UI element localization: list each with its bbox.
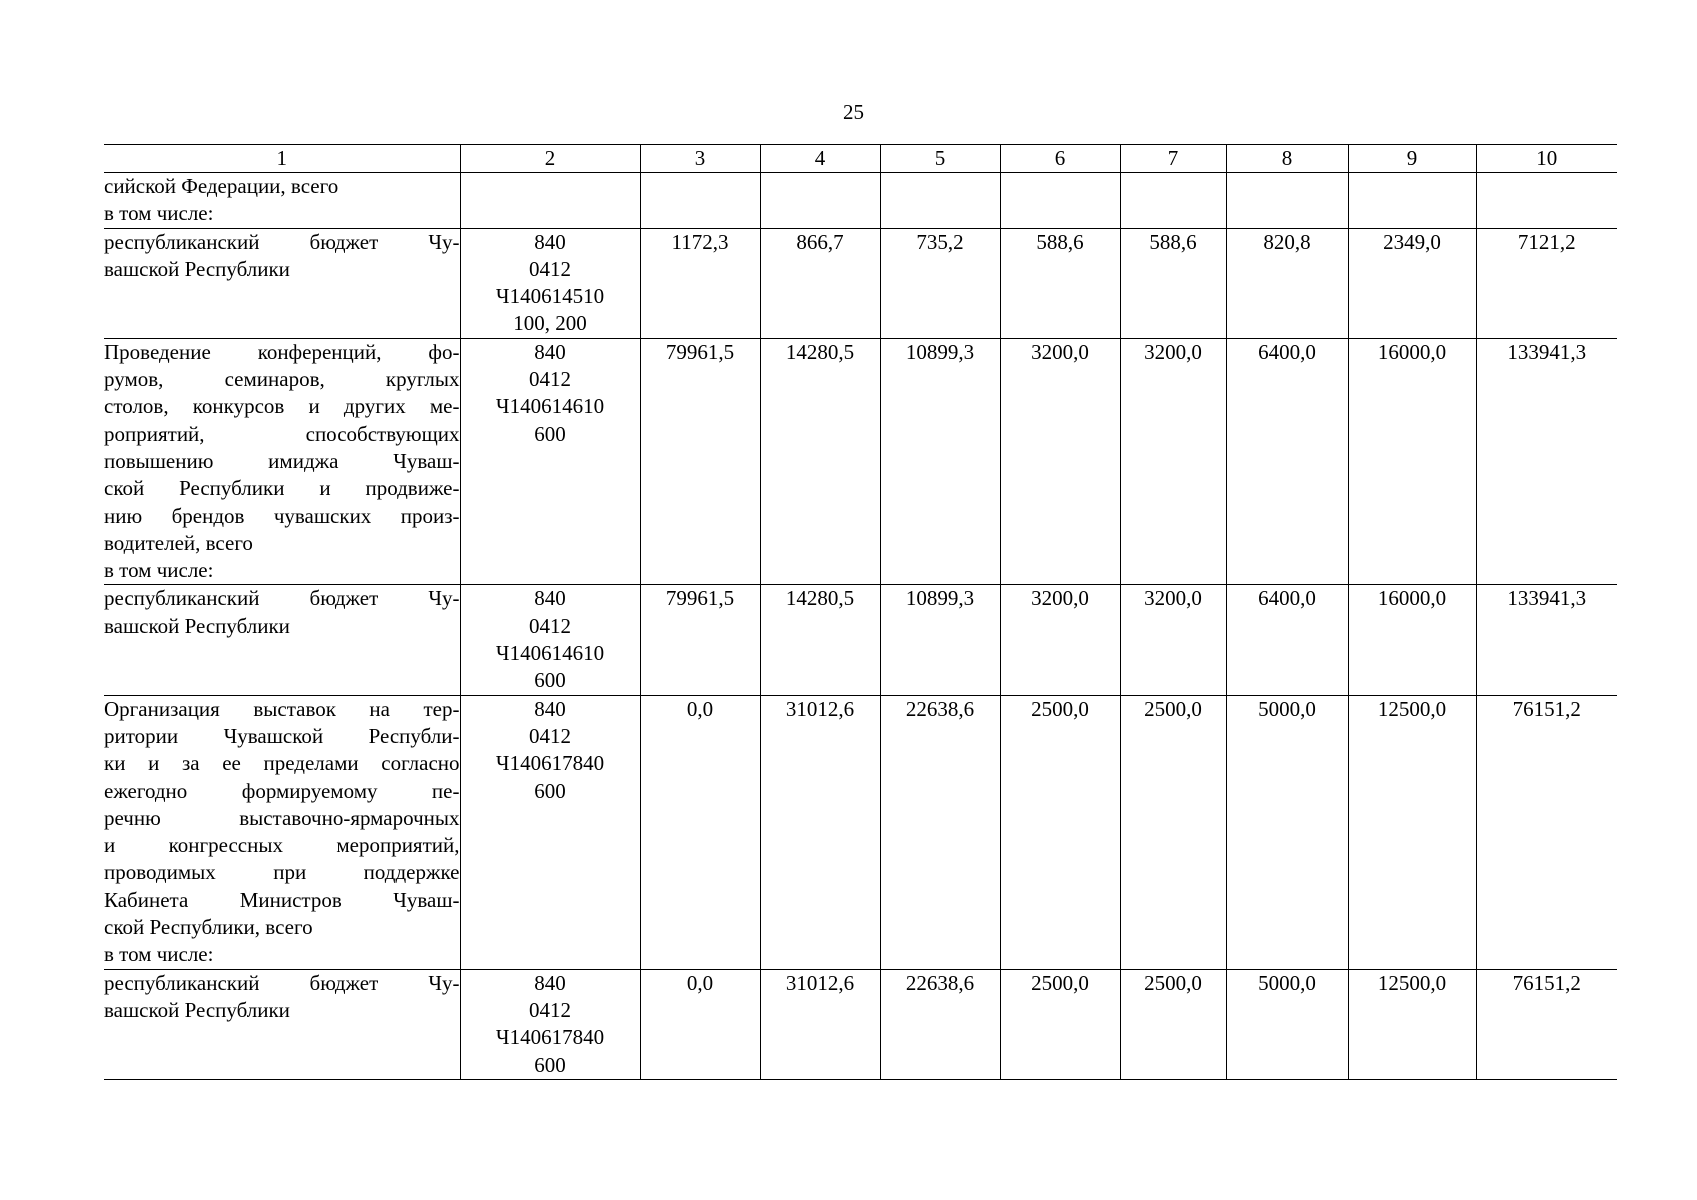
column-header: 10	[1476, 145, 1617, 173]
budget-code-line: 840	[534, 586, 566, 611]
budget-code-line: 600	[534, 421, 566, 446]
budget-code	[460, 969, 640, 1079]
row-description	[104, 173, 460, 229]
budget-code-line: 0412	[529, 256, 571, 281]
budget-code	[460, 585, 640, 695]
budget-code-line: 0412	[529, 367, 571, 392]
value-cell: 6400,0	[1226, 585, 1348, 695]
table-row	[104, 695, 1617, 969]
description-line: и конгрессных мероприятий,	[104, 833, 460, 858]
value-cell: 0,0	[640, 969, 760, 1079]
budget-table	[104, 144, 1617, 1080]
value-cell: 588,6	[1000, 228, 1120, 338]
description-line: республиканский бюджет Чу-	[104, 586, 460, 611]
value-cell: 10899,3	[880, 585, 1000, 695]
value-cell: 0,0	[640, 695, 760, 969]
value-cell: 820,8	[1226, 228, 1348, 338]
table-body	[104, 173, 1617, 1080]
column-header: 9	[1348, 145, 1476, 173]
budget-code-line: 840	[534, 696, 566, 721]
description-line: румов, семинаров, круглых	[104, 367, 460, 392]
column-header: 8	[1226, 145, 1348, 173]
value-cell	[1226, 173, 1348, 229]
description-line: республиканский бюджет Чу-	[104, 229, 460, 254]
description-line: нию брендов чувашских произ-	[104, 503, 460, 528]
value-cell: 31012,6	[760, 969, 880, 1079]
value-cell: 133941,3	[1476, 338, 1617, 585]
value-cell	[1000, 173, 1120, 229]
description-line: в том числе:	[104, 558, 214, 583]
budget-code-line: Ч140614510	[495, 284, 605, 309]
budget-code-line: 0412	[529, 613, 571, 638]
value-cell: 12500,0	[1348, 969, 1476, 1079]
description-line: Кабинета Министров Чуваш-	[104, 887, 460, 912]
budget-code-line: 600	[534, 1052, 566, 1077]
value-cell: 2500,0	[1000, 969, 1120, 1079]
budget-code-line: 0412	[529, 723, 571, 748]
value-cell: 735,2	[880, 228, 1000, 338]
description-line: вашской Республики	[104, 256, 290, 281]
table-row	[104, 338, 1617, 585]
value-cell	[640, 173, 760, 229]
budget-code-line: Ч140617840	[495, 1025, 605, 1050]
value-cell: 588,6	[1120, 228, 1226, 338]
value-cell	[1120, 173, 1226, 229]
value-cell: 22638,6	[880, 969, 1000, 1079]
budget-code-line: Ч140614610	[495, 641, 605, 666]
budget-code	[460, 338, 640, 585]
description-line: ской Республики, всего	[104, 915, 313, 940]
budget-code-line: Ч140617840	[495, 751, 605, 776]
value-cell: 14280,5	[760, 338, 880, 585]
description-line: вашской Республики	[104, 613, 290, 638]
value-cell: 3200,0	[1000, 338, 1120, 585]
description-line: ки и за ее пределами согласно	[104, 751, 460, 776]
column-header: 1	[104, 145, 460, 173]
description-line: вашской Республики	[104, 997, 290, 1022]
value-cell: 2500,0	[1120, 969, 1226, 1079]
column-header: 5	[880, 145, 1000, 173]
description-line: ской Республики и продвиже-	[104, 476, 460, 501]
value-cell: 3200,0	[1120, 338, 1226, 585]
description-line: повышению имиджа Чуваш-	[104, 448, 460, 473]
value-cell: 22638,6	[880, 695, 1000, 969]
value-cell: 12500,0	[1348, 695, 1476, 969]
row-description	[104, 969, 460, 1079]
value-cell: 16000,0	[1348, 585, 1476, 695]
budget-code	[460, 173, 640, 229]
description-line: водителей, всего	[104, 530, 253, 555]
budget-code-line: 840	[534, 970, 566, 995]
value-cell: 6400,0	[1226, 338, 1348, 585]
value-cell: 3200,0	[1000, 585, 1120, 695]
value-cell: 79961,5	[640, 338, 760, 585]
budget-code-line: 600	[534, 778, 566, 803]
column-header: 6	[1000, 145, 1120, 173]
value-cell: 7121,2	[1476, 228, 1617, 338]
description-line: сийской Федерации, всего	[104, 174, 339, 198]
budget-code-line: 840	[534, 339, 566, 364]
page-number: 25	[843, 100, 864, 124]
description-line: столов, конкурсов и других ме-	[104, 394, 460, 419]
value-cell: 1172,3	[640, 228, 760, 338]
value-cell: 866,7	[760, 228, 880, 338]
budget-code-line: 0412	[529, 997, 571, 1022]
row-description	[104, 338, 460, 585]
value-cell: 2500,0	[1000, 695, 1120, 969]
description-line: Организация выставок на тер-	[104, 696, 460, 721]
value-cell: 2349,0	[1348, 228, 1476, 338]
value-cell: 76151,2	[1476, 695, 1617, 969]
value-cell	[880, 173, 1000, 229]
value-cell: 16000,0	[1348, 338, 1476, 585]
value-cell: 76151,2	[1476, 969, 1617, 1079]
value-cell	[1348, 173, 1476, 229]
budget-code-line: 600	[534, 668, 566, 693]
budget-code-line: 100, 200	[513, 311, 587, 336]
value-cell: 3200,0	[1120, 585, 1226, 695]
row-description	[104, 228, 460, 338]
budget-code-line: 840	[534, 229, 566, 254]
value-cell: 2500,0	[1120, 695, 1226, 969]
budget-code-line: Ч140614610	[495, 394, 605, 419]
description-line: речню выставочно-ярмарочных	[104, 805, 460, 830]
budget-code	[460, 228, 640, 338]
description-line: республиканский бюджет Чу-	[104, 970, 460, 995]
description-line: Проведение конференций, фо-	[104, 339, 460, 364]
value-cell: 133941,3	[1476, 585, 1617, 695]
column-header: 3	[640, 145, 760, 173]
value-cell: 5000,0	[1226, 969, 1348, 1079]
row-description	[104, 585, 460, 695]
table-row	[104, 969, 1617, 1079]
value-cell: 79961,5	[640, 585, 760, 695]
row-description	[104, 695, 460, 969]
column-number-row	[104, 145, 1617, 173]
description-line: ритории Чувашской Республи-	[104, 723, 460, 748]
column-header: 2	[460, 145, 640, 173]
value-cell	[1476, 173, 1617, 229]
description-line: ежегодно формируемому пе-	[104, 778, 460, 803]
budget-code	[460, 695, 640, 969]
table-row	[104, 585, 1617, 695]
description-line: в том числе:	[104, 942, 214, 967]
table-row	[104, 228, 1617, 338]
description-line: проводимых при поддержке	[104, 860, 460, 885]
value-cell: 5000,0	[1226, 695, 1348, 969]
column-header: 7	[1120, 145, 1226, 173]
value-cell: 10899,3	[880, 338, 1000, 585]
value-cell: 31012,6	[760, 695, 880, 969]
value-cell	[760, 173, 880, 229]
description-line: роприятий, способствующих	[104, 421, 460, 446]
column-header: 4	[760, 145, 880, 173]
value-cell: 14280,5	[760, 585, 880, 695]
description-line: в том числе:	[104, 201, 214, 226]
table-row	[104, 173, 1617, 229]
